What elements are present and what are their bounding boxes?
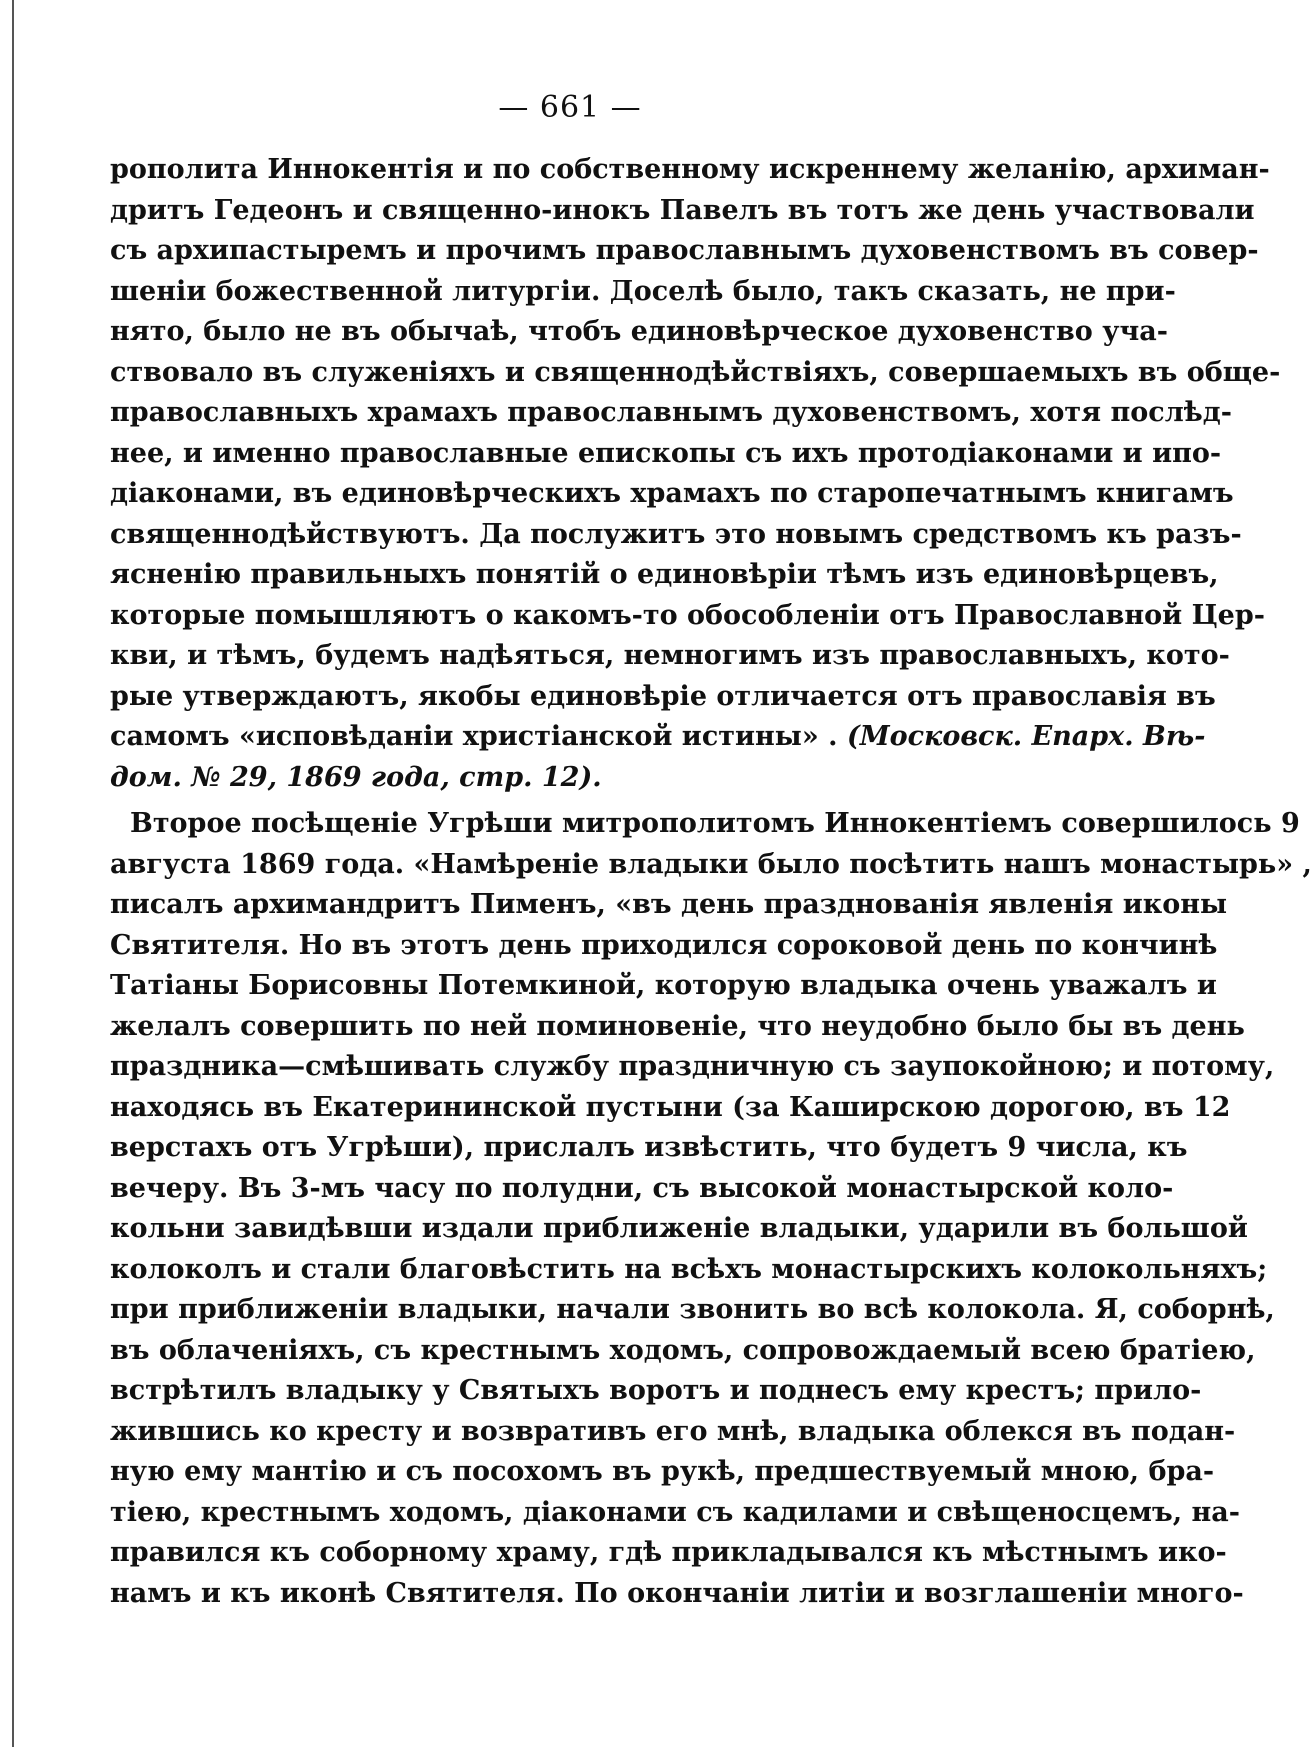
page-number: — 661 — xyxy=(498,90,642,125)
text-line: кви, и тѣмъ, будемъ надѣяться, немногимъ изъ православныхъ, кото- xyxy=(110,640,1230,671)
text-line: желалъ совершить по ней поминовеніе, что неудобно было бы въ день xyxy=(110,1010,1245,1042)
text-line: намъ и къ иконѣ Святителя. По окончаніи литіи и возглашеніи много- xyxy=(110,1577,1244,1609)
citation-source: (Московск. Епарх. Вѣ- xyxy=(846,721,1206,752)
text-line: при приближеніи владыки, начали звонить во всѣ колокола. Я, соборнѣ, xyxy=(110,1294,1275,1325)
text-line: ясненію правильныхъ понятій о единовѣріи тѣмъ изъ единовѣрцевъ, xyxy=(110,559,1219,590)
text-line: Второе посѣщеніе Угрѣши митрополитомъ Иннокентіемъ совершилось 9 xyxy=(130,808,1300,839)
text-span: самомъ «исповѣданіи христіанской истины» . xyxy=(110,721,847,752)
text-line: ную ему мантію и съ посохомъ въ рукѣ, предшествуемый мною, бра- xyxy=(110,1456,1215,1487)
text-line: нято, было не въ обычаѣ, чтобъ единовѣрческое духовенство уча- xyxy=(110,316,1168,347)
text-line: рые утверждаютъ, якобы единовѣріе отличается отъ православія въ xyxy=(110,680,1216,712)
text-line: дритъ Гедеонъ и священно-инокъ Павелъ въ тотъ же день участвовали xyxy=(110,194,1255,226)
text-line: православныхъ храмахъ православнымъ духовенствомъ, хотя послѣд- xyxy=(110,397,1232,428)
text-line: вечеру. Въ 3-мъ часу по полудни, съ высокой монастырской коло- xyxy=(110,1172,1174,1204)
body-text xyxy=(110,150,1312,1614)
text-line: верстахъ отъ Угрѣши), прислалъ извѣстить, что будетъ 9 числа, къ xyxy=(110,1132,1188,1163)
scan-edge-line xyxy=(12,0,14,1747)
text-line-citation-start xyxy=(110,717,1206,758)
text-line: съ архипастыремъ и прочимъ православнымъ духовенствомъ въ совер- xyxy=(110,235,1259,266)
text-line: находясь въ Екатерининской пустыни (за Каширскою дорогою, въ 12 xyxy=(110,1091,1231,1123)
text-line: Татіаны Борисовны Потемкиной, которую владыка очень уважалъ и xyxy=(110,970,1217,1001)
text-line: рополита Иннокентія и по собственному искреннему желанію, архиман- xyxy=(110,154,1270,185)
text-line: которые помышляютъ о какомъ-то обособленіи отъ Православной Цер- xyxy=(110,599,1265,631)
text-line: праздника—смѣшивать службу праздничную съ заупокойною; и потому, xyxy=(110,1051,1275,1082)
text-line: Святителя. Но въ этотъ день приходился сороковой день по кончинѣ xyxy=(110,929,1218,961)
text-line: тіею, крестнымъ ходомъ, діаконами съ кадилами и свѣщеносцемъ, на- xyxy=(110,1496,1240,1528)
text-line: шеніи божественной литургіи. Доселѣ было, такъ сказать, не при- xyxy=(110,275,1176,307)
text-line: встрѣтилъ владыку у Святыхъ воротъ и поднесъ ему крестъ; прило- xyxy=(110,1375,1202,1406)
text-line: въ облаченіяхъ, съ крестнымъ ходомъ, сопровождаемый всею братіею, xyxy=(110,1334,1256,1366)
text-line: августа 1869 года. «Намѣреніе владыки было посѣтить нашъ монастырь» , xyxy=(110,848,1312,880)
text-line: колоколъ и стали благовѣстить на всѣхъ монастырскихъ колокольняхъ; xyxy=(110,1253,1268,1285)
text-line: жившись ко кресту и возвративъ его мнѣ, владыка облекся въ подан- xyxy=(110,1415,1236,1447)
text-line: нее, и именно православные епископы съ ихъ протодіаконами и ипо- xyxy=(110,437,1222,469)
text-line: священнодѣйствуютъ. Да послужитъ это новымъ средствомъ къ разъ- xyxy=(110,518,1242,550)
text-line: діаконами, въ единовѣрческихъ храмахъ по старопечатнымъ книгамъ xyxy=(110,478,1234,509)
text-line: ствовало въ служеніяхъ и священнодѣйствіяхъ, совершаемыхъ въ обще- xyxy=(110,356,1281,388)
text-line: писалъ архимандритъ Пименъ, «въ день празднованія явленія иконы xyxy=(110,889,1228,920)
text-line: кольни завидѣвши издали приближеніе владыки, ударили въ большой xyxy=(110,1213,1248,1244)
citation-end: дом. № 29, 1869 года, стр. 12). xyxy=(110,761,602,793)
text-line: правился къ соборному храму, гдѣ прикладывался къ мѣстнымъ ико- xyxy=(110,1537,1227,1568)
